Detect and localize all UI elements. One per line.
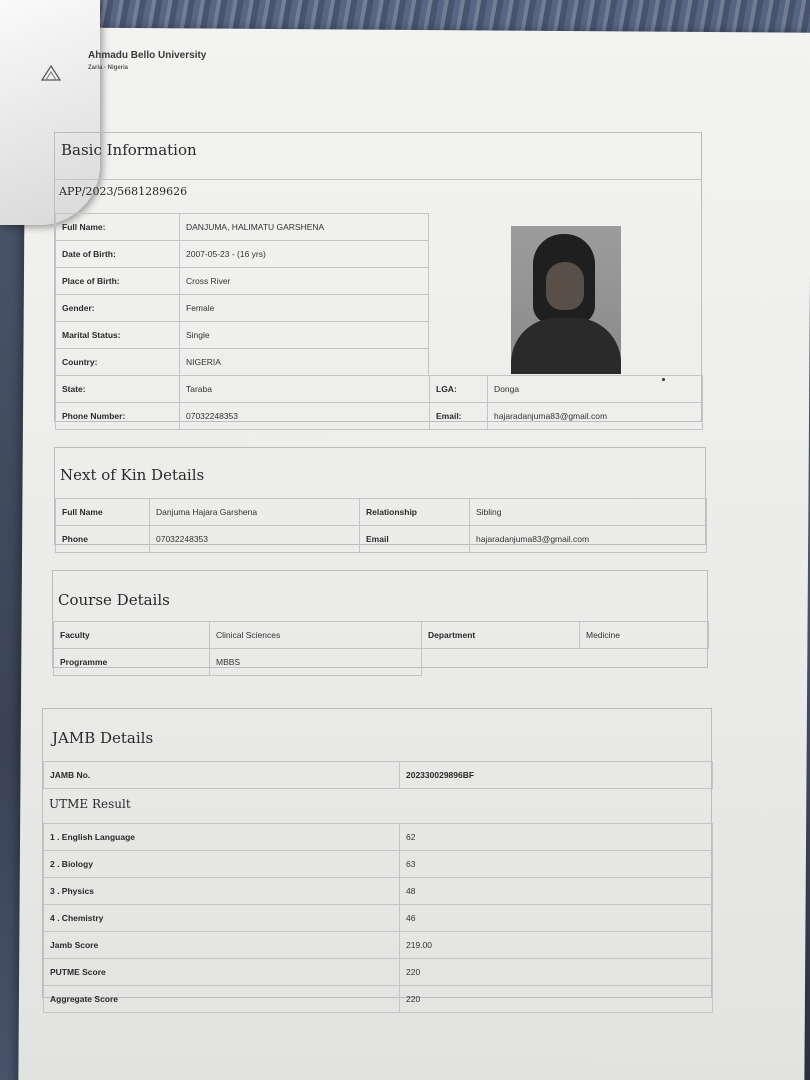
table-row (44, 824, 713, 851)
gender-value: Female (180, 295, 429, 322)
table-row (44, 986, 713, 1013)
kin-email-label: Email (360, 526, 470, 553)
table-row (56, 322, 429, 349)
biology-label: 2 . Biology (44, 851, 400, 878)
physics-label: 3 . Physics (44, 878, 400, 905)
lga-value: Donga (488, 376, 703, 403)
phone-label: Phone Number: (56, 403, 180, 430)
state-label: State: (56, 376, 180, 403)
kin-relationship-label: Relationship (360, 499, 470, 526)
table-row (44, 878, 713, 905)
table-row (56, 349, 429, 376)
table-row (54, 649, 709, 676)
jamb-details-title: JAMB Details (52, 729, 154, 747)
table-row (56, 499, 707, 526)
dob-value: 2007-05-23 - (16 yrs) (180, 241, 429, 268)
dob-label: Date of Birth: (56, 241, 180, 268)
kin-fullname-label: Full Name (56, 499, 150, 526)
place-of-birth-label: Place of Birth: (56, 268, 180, 295)
university-logo-icon (40, 60, 62, 82)
table-row (56, 214, 429, 241)
next-of-kin-section (54, 447, 706, 545)
table-row (44, 959, 713, 986)
table-row (44, 762, 713, 789)
state-value: Taraba (180, 376, 430, 403)
faculty-label: Faculty (54, 622, 210, 649)
full-name-value: DANJUMA, HALIMATU GARSHENA (180, 214, 429, 241)
english-label: 1 . English Language (44, 824, 400, 851)
university-location: Zaria - Nigeria (88, 65, 129, 71)
basic-info-title: Basic Information (61, 141, 197, 159)
course-details-title: Course Details (58, 591, 170, 609)
utme-result-title: UTME Result (49, 797, 131, 811)
kin-phone-label: Phone (56, 526, 150, 553)
putme-score-value: 220 (400, 959, 713, 986)
physics-score: 48 (400, 878, 713, 905)
table-row (56, 526, 707, 553)
kin-fullname-value: Danjuma Hajara Garshena (150, 499, 360, 526)
chemistry-score: 46 (400, 905, 713, 932)
marital-status-label: Marital Status: (56, 322, 180, 349)
applicant-photo (511, 226, 621, 374)
jamb-score-label: Jamb Score (44, 932, 400, 959)
jamb-number-table (43, 761, 713, 789)
utme-result-table (43, 823, 713, 1013)
contact-table (55, 375, 703, 430)
lga-label: LGA: (430, 376, 488, 403)
next-of-kin-title: Next of Kin Details (60, 466, 205, 484)
programme-label: Programme (54, 649, 210, 676)
course-details-table (53, 621, 709, 676)
faculty-value: Clinical Sciences (210, 622, 422, 649)
table-row (44, 905, 713, 932)
full-name-label: Full Name: (56, 214, 180, 241)
kin-email-value: hajaradanjuma83@gmail.com (470, 526, 707, 553)
table-row (56, 241, 429, 268)
basic-info-section (54, 132, 702, 422)
table-row (44, 851, 713, 878)
jamb-details-section (42, 708, 712, 1004)
chemistry-label: 4 . Chemistry (44, 905, 400, 932)
jamb-no-label: JAMB No. (44, 762, 400, 789)
aggregate-score-value: 220 (400, 986, 713, 1013)
phone-value: 07032248353 (180, 403, 430, 430)
university-name: Ahmadu Bello University (88, 50, 207, 61)
table-row (56, 295, 429, 322)
table-row (56, 268, 429, 295)
table-row (54, 622, 709, 649)
biology-score: 63 (400, 851, 713, 878)
kin-relationship-value: Sibling (470, 499, 707, 526)
table-row (56, 403, 703, 430)
jamb-score-value: 219.00 (400, 932, 713, 959)
department-label: Department (422, 622, 580, 649)
application-id: APP/2023/5681289626 (59, 185, 188, 198)
programme-value: MBBS (210, 649, 422, 676)
email-value: hajaradanjuma83@gmail.com (488, 403, 703, 430)
department-value: Medicine (580, 622, 709, 649)
course-details-section (52, 570, 708, 668)
putme-score-label: PUTME Score (44, 959, 400, 986)
table-row (56, 376, 703, 403)
basic-info-table (55, 213, 429, 376)
gender-label: Gender: (56, 295, 180, 322)
next-of-kin-table (55, 498, 707, 553)
marital-status-value: Single (180, 322, 429, 349)
kin-phone-value: 07032248353 (150, 526, 360, 553)
aggregate-score-label: Aggregate Score (44, 986, 400, 1013)
email-label: Email: (430, 403, 488, 430)
place-of-birth-value: Cross River (180, 268, 429, 295)
country-label: Country: (56, 349, 180, 376)
table-row (44, 932, 713, 959)
country-value: NIGERIA (180, 349, 429, 376)
jamb-no-value: 202330029896BF (400, 762, 713, 789)
english-score: 62 (400, 824, 713, 851)
